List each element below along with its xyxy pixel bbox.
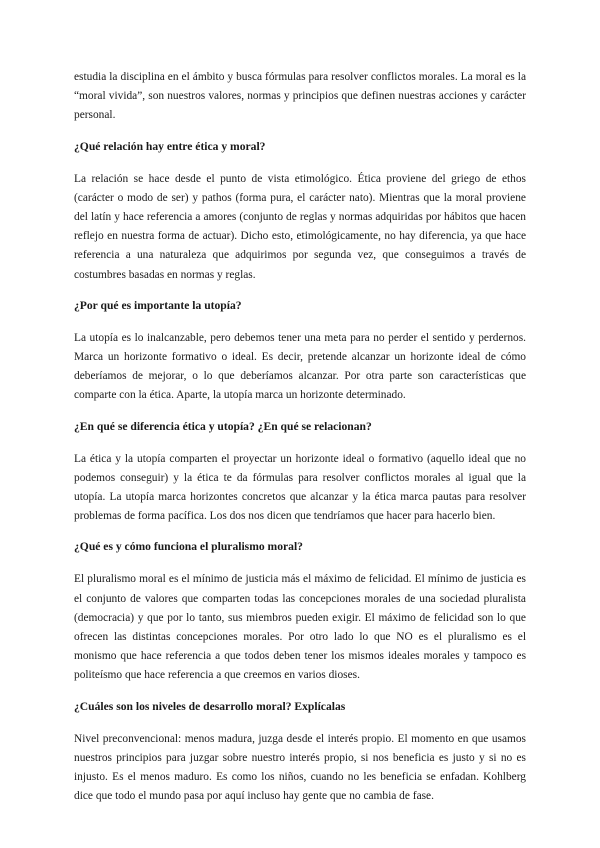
- intro-paragraph: estudia la disciplina en el ámbito y busca fórmulas para resolver conflictos morales. La moral es la “moral vivida”, son nuestros valores, normas y principios que definen nuestras acciones y carácter personal.: [74, 71, 526, 122]
- spacer: [74, 436, 526, 450]
- paragraph-utopia: La utopía es lo inalcanzable, pero debemos tener una meta para no perder el sentido y perdernos. Marca un horizonte formativo o ideal. Es decir, pretende alcanzar un horizonte ideal de cómo deberíamos de mejorar, o lo que deberíamos alcanzar. Por otra parte son características que comparte con la ética. Aparte, la utopía marca un horizonte determinado.: [74, 331, 526, 402]
- spacer: [74, 716, 526, 730]
- spacer: [74, 285, 526, 296]
- spacer: [74, 315, 526, 329]
- heading-utopia: ¿Por qué es importante la utopía?: [74, 298, 242, 312]
- spacer: [74, 406, 526, 417]
- spacer: [74, 526, 526, 537]
- spacer: [74, 156, 526, 170]
- document-page: [74, 68, 526, 806]
- paragraph-pluralismo: El pluralismo moral es el mínimo de justicia más el máximo de felicidad. El mínimo de justicia es el conjunto de valores que comparten todas las concepciones morales de una sociedad pluralista (democracia) y que por lo tanto, sus miembros pueden exigir. El máximo de felicidad son lo que ofrecen las distintas concepciones morales. Por otro lado lo que NO es el pluralismo es el monismo que hace referencia a que todos deben tener los mismos ideales morales y tampoco es politeísmo que hace referencia a que creemos en varios dioses.: [74, 573, 526, 682]
- heading-etica-utopia: ¿En qué se diferencia ética y utopía? ¿En qué se relacionan?: [74, 419, 372, 433]
- paragraph-niveles: Nivel preconvencional: menos madura, juzga desde el interés propio. El momento en que usamos nuestros principios para juzgar sobre nuestro interés propio, si nos beneficia es justo y si no es injusto. Es el menos maduro. Es como los niños, cuando no les beneficia se enfadan. Kohlberg dice que todo el mundo pasa por aquí incluso hay gente que no cambia de fase.: [74, 732, 526, 803]
- spacer: [74, 126, 526, 137]
- spacer: [74, 556, 526, 570]
- heading-niveles: ¿Cuáles son los niveles de desarrollo moral? Explícalas: [74, 699, 346, 713]
- heading-pluralismo: ¿Qué es y cómo funciona el pluralismo moral?: [74, 540, 303, 554]
- heading-etica-moral: ¿Qué relación hay entre ética y moral?: [74, 139, 266, 153]
- paragraph-etica-moral: La relación se hace desde el punto de vista etimológico. Ética proviene del griego de ethos (carácter o modo de ser) y pathos (forma pura, el carácter nato). Mientras que la moral proviene del latín y hace referencia a amores (conjunto de reglas y normas adquiridas por hábitos que hacen reflejo en nuestra forma de actuar). Dicho esto, etimológicamente, no hay diferencia, ya que hace referencia a una naturaleza que adquirimos por segunda vez, que conseguimos a través de costumbres basadas en normas y reglas.: [74, 172, 526, 281]
- paragraph-etica-utopia: La ética y la utopía comparten el proyectar un horizonte ideal o formativo (aquello ideal que no podemos conseguir) y la ética te da fórmulas para resolver conflictos morales al igual que la utopía. La utopía marca horizontes concretos que alcanzar y la ética marca pautas para resolver problemas de forma pacífica. Los dos nos dicen que tendríamos que hacer para hacerlo bien.: [74, 452, 526, 523]
- spacer: [74, 686, 526, 697]
